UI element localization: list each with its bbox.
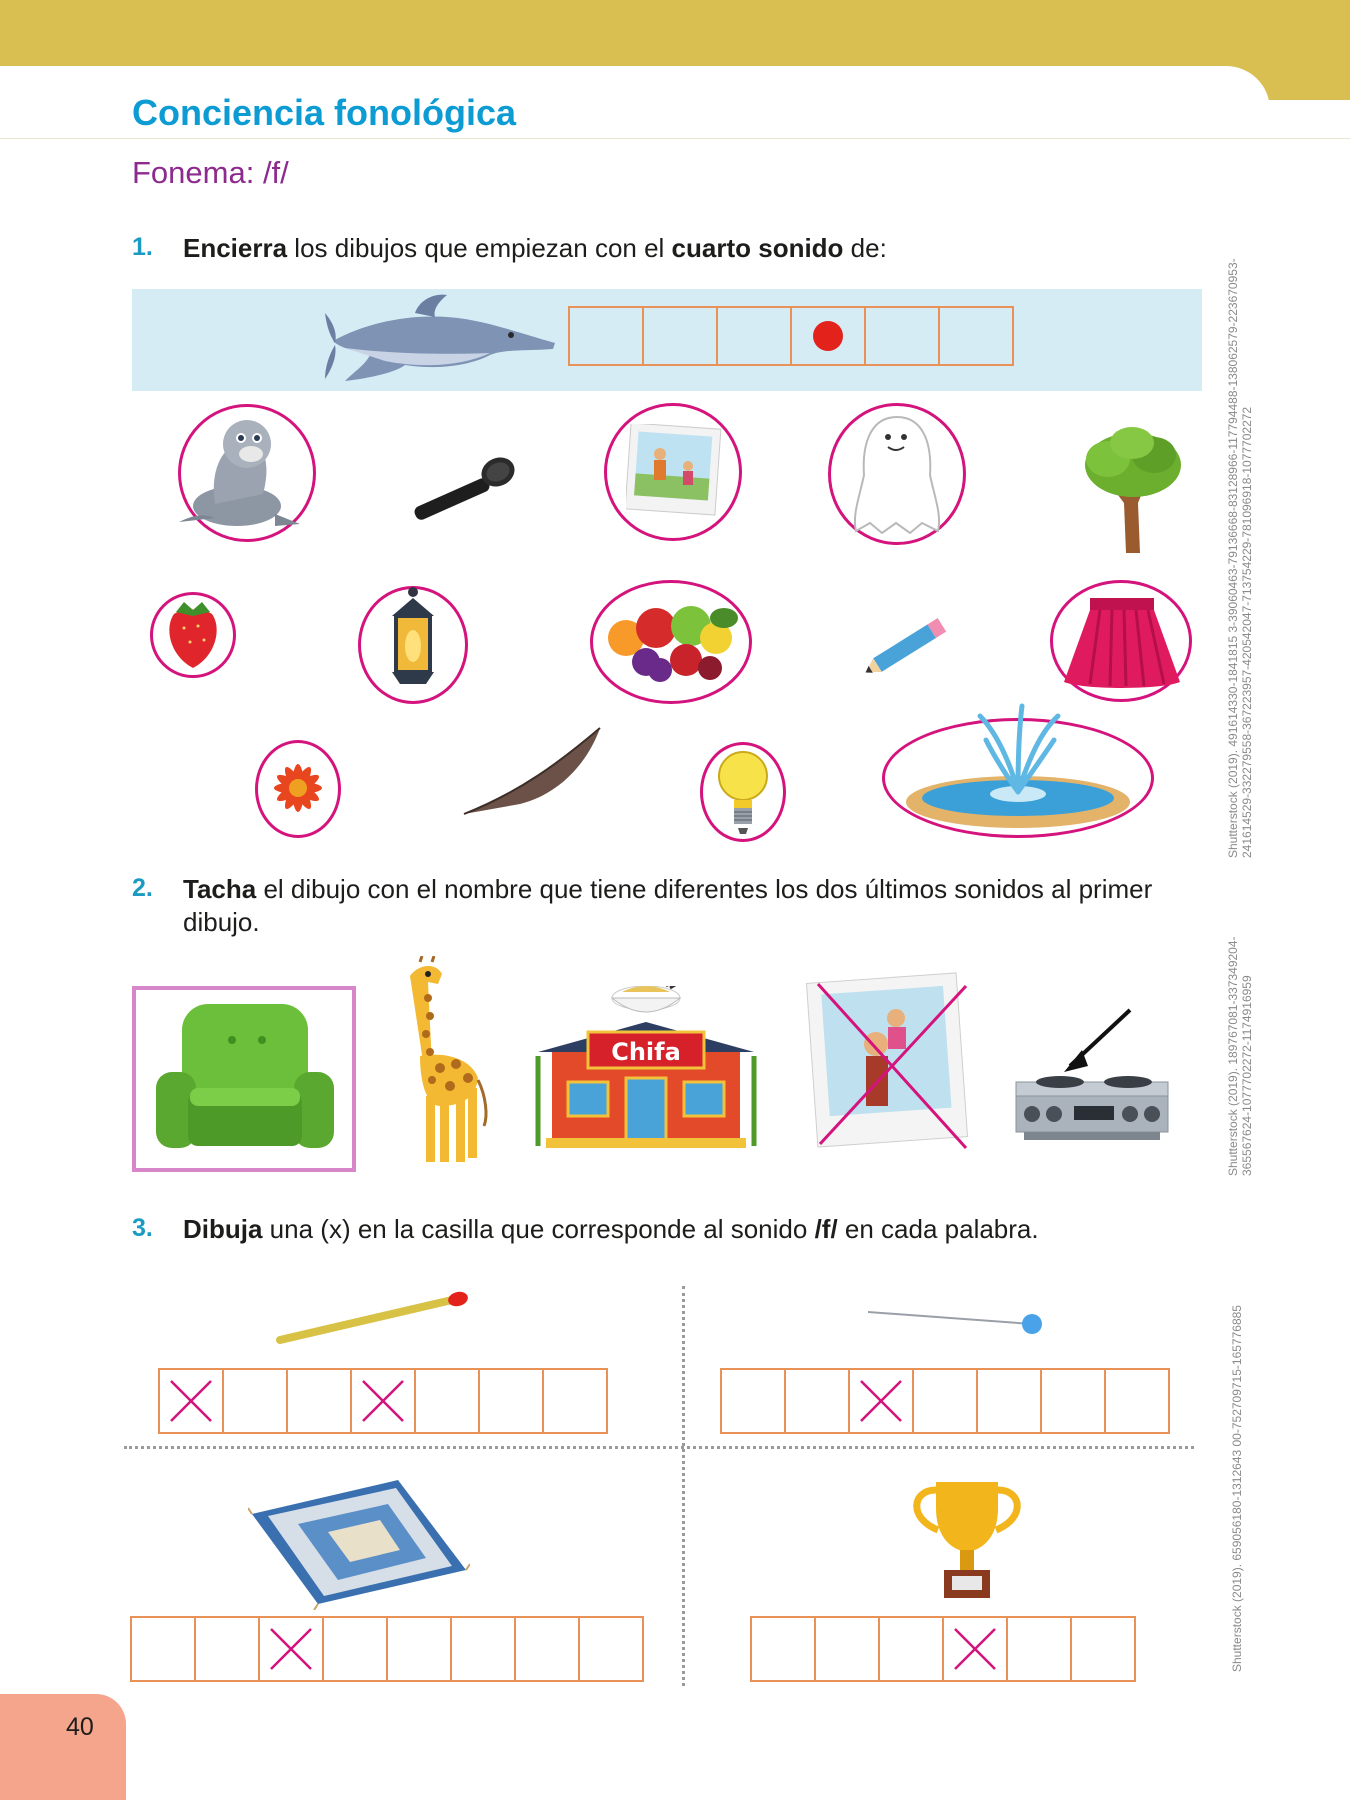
sound-box[interactable] [1040, 1368, 1106, 1434]
q1-text-b: de: [843, 233, 887, 263]
sound-box [568, 306, 644, 366]
page-number-tab [0, 1694, 126, 1800]
pencil-icon [862, 616, 954, 676]
armchair-icon [150, 1000, 340, 1156]
phoneme-subtitle: Fonema: /f/ [132, 155, 289, 190]
sound-box[interactable] [514, 1616, 580, 1682]
section-title: Conciencia fonológica [132, 92, 517, 133]
q2-verb: Tacha [183, 874, 257, 904]
q2-instruction [183, 873, 1213, 939]
sound-box [716, 306, 792, 366]
sound-box[interactable] [286, 1368, 352, 1434]
match-icon [276, 1290, 472, 1350]
vertical-divider [682, 1286, 685, 1686]
x-mark-icon [267, 1625, 315, 1673]
sound-box-marked[interactable] [350, 1368, 416, 1434]
sound-box[interactable] [814, 1616, 880, 1682]
x-mark-icon [359, 1377, 407, 1425]
sound-box[interactable] [784, 1368, 850, 1434]
sound-box[interactable] [750, 1616, 816, 1682]
sound-box[interactable] [912, 1368, 978, 1434]
sound-box[interactable] [322, 1616, 388, 1682]
restaurant-icon [528, 986, 764, 1152]
q1-instruction [183, 232, 1213, 265]
q3-text-a: una (x) en la casilla que corresponde al sonido [262, 1214, 815, 1244]
q3-verb: Dibuja [183, 1214, 263, 1244]
sound-box-marked[interactable] [258, 1616, 324, 1682]
page-number: 40 [66, 1713, 94, 1741]
carpet-icon [248, 1474, 470, 1610]
sound-box[interactable] [1006, 1616, 1072, 1682]
feather-icon [460, 722, 605, 822]
restaurant-sign: Chifa [611, 1038, 681, 1066]
tree-icon [1078, 425, 1188, 555]
photo-crossed-icon [806, 972, 978, 1156]
fruits-icon [596, 588, 746, 698]
sound-box-marked[interactable] [848, 1368, 914, 1434]
x-mark-icon [167, 1377, 215, 1425]
image-credit-2 [1226, 936, 1254, 1176]
sound-box-marked[interactable] [158, 1368, 224, 1434]
sound-box[interactable] [720, 1368, 786, 1434]
q3-text-b: en cada palabra. [837, 1214, 1039, 1244]
sound-box[interactable] [878, 1616, 944, 1682]
credit-2-line-2: 365567624-1077702272-1174916959 [1240, 975, 1254, 1176]
sound-box[interactable] [130, 1616, 196, 1682]
q1-verb: Encierra [183, 233, 288, 263]
giraffe-icon [380, 956, 495, 1171]
flower-icon [265, 752, 331, 824]
credit-3-line-1: Shutterstock (2019). 659056180-1312643 00-752709715-165776885 [1230, 1305, 1244, 1672]
q3-number: 3. [132, 1214, 153, 1242]
x-mark-icon [951, 1625, 999, 1673]
sound-box[interactable] [194, 1616, 260, 1682]
trophy-icon [902, 1478, 1032, 1602]
sound-box[interactable] [542, 1368, 608, 1434]
skirt-icon [1060, 594, 1184, 690]
stove-icon [1012, 1006, 1172, 1146]
trophy-sound-boxes [752, 1616, 1136, 1682]
photo-icon [626, 424, 722, 516]
sound-box[interactable] [578, 1616, 644, 1682]
q3-instruction [183, 1213, 1213, 1246]
q1-number: 1. [132, 233, 153, 261]
sound-box [864, 306, 940, 366]
lightbulb-icon [712, 746, 774, 836]
sound-box-marked[interactable] [942, 1616, 1008, 1682]
q3-bold: /f/ [814, 1214, 838, 1244]
sound-box-dot [790, 306, 866, 366]
lantern-icon [378, 586, 448, 696]
q1-bold: cuarto sonido [671, 233, 844, 263]
credit-2-line-1: Shutterstock (2019). 189767081-337349204- [1226, 936, 1240, 1176]
sound-box[interactable] [414, 1368, 480, 1434]
sound-box [642, 306, 718, 366]
fountain-icon [900, 702, 1136, 834]
sound-box[interactable] [478, 1368, 544, 1434]
credit-1-line-2: 241614529-332279558-367223957-420542047-713754229-781096918-1077702272 [1240, 406, 1254, 858]
q2-text: el dibujo con el nombre que tiene diferentes los dos últimos sonidos al primer dibujo. [183, 874, 1153, 937]
seal-icon [175, 414, 305, 534]
q2-number: 2. [132, 874, 153, 902]
match-sound-boxes [160, 1368, 608, 1434]
image-credit-1 [1226, 258, 1254, 858]
sound-box[interactable] [1070, 1616, 1136, 1682]
q1-sound-boxes [570, 306, 1014, 366]
title-divider [0, 138, 1350, 139]
sound-box[interactable] [1104, 1368, 1170, 1434]
sound-box[interactable] [386, 1616, 452, 1682]
sound-box [938, 306, 1014, 366]
ghost-icon [850, 415, 944, 535]
dolphin-icon [325, 293, 560, 383]
credit-1-line-1: Shutterstock (2019). 491614330-1841815 3-39060463-79136668-83128966-117794488-138062579-223670953- [1226, 258, 1240, 858]
red-dot-icon [812, 320, 844, 352]
q1-text-a: los dibujos que empiezan con el [287, 233, 672, 263]
sound-box[interactable] [222, 1368, 288, 1434]
pin-icon [866, 1306, 1046, 1340]
strawberry-icon [162, 598, 224, 670]
microphone-icon [412, 452, 517, 522]
carpet-sound-boxes [132, 1616, 644, 1682]
pin-sound-boxes [722, 1368, 1170, 1434]
image-credit-3 [1230, 1305, 1244, 1672]
horizontal-divider [124, 1446, 1194, 1449]
x-mark-icon [857, 1377, 905, 1425]
sound-box[interactable] [450, 1616, 516, 1682]
sound-box[interactable] [976, 1368, 1042, 1434]
